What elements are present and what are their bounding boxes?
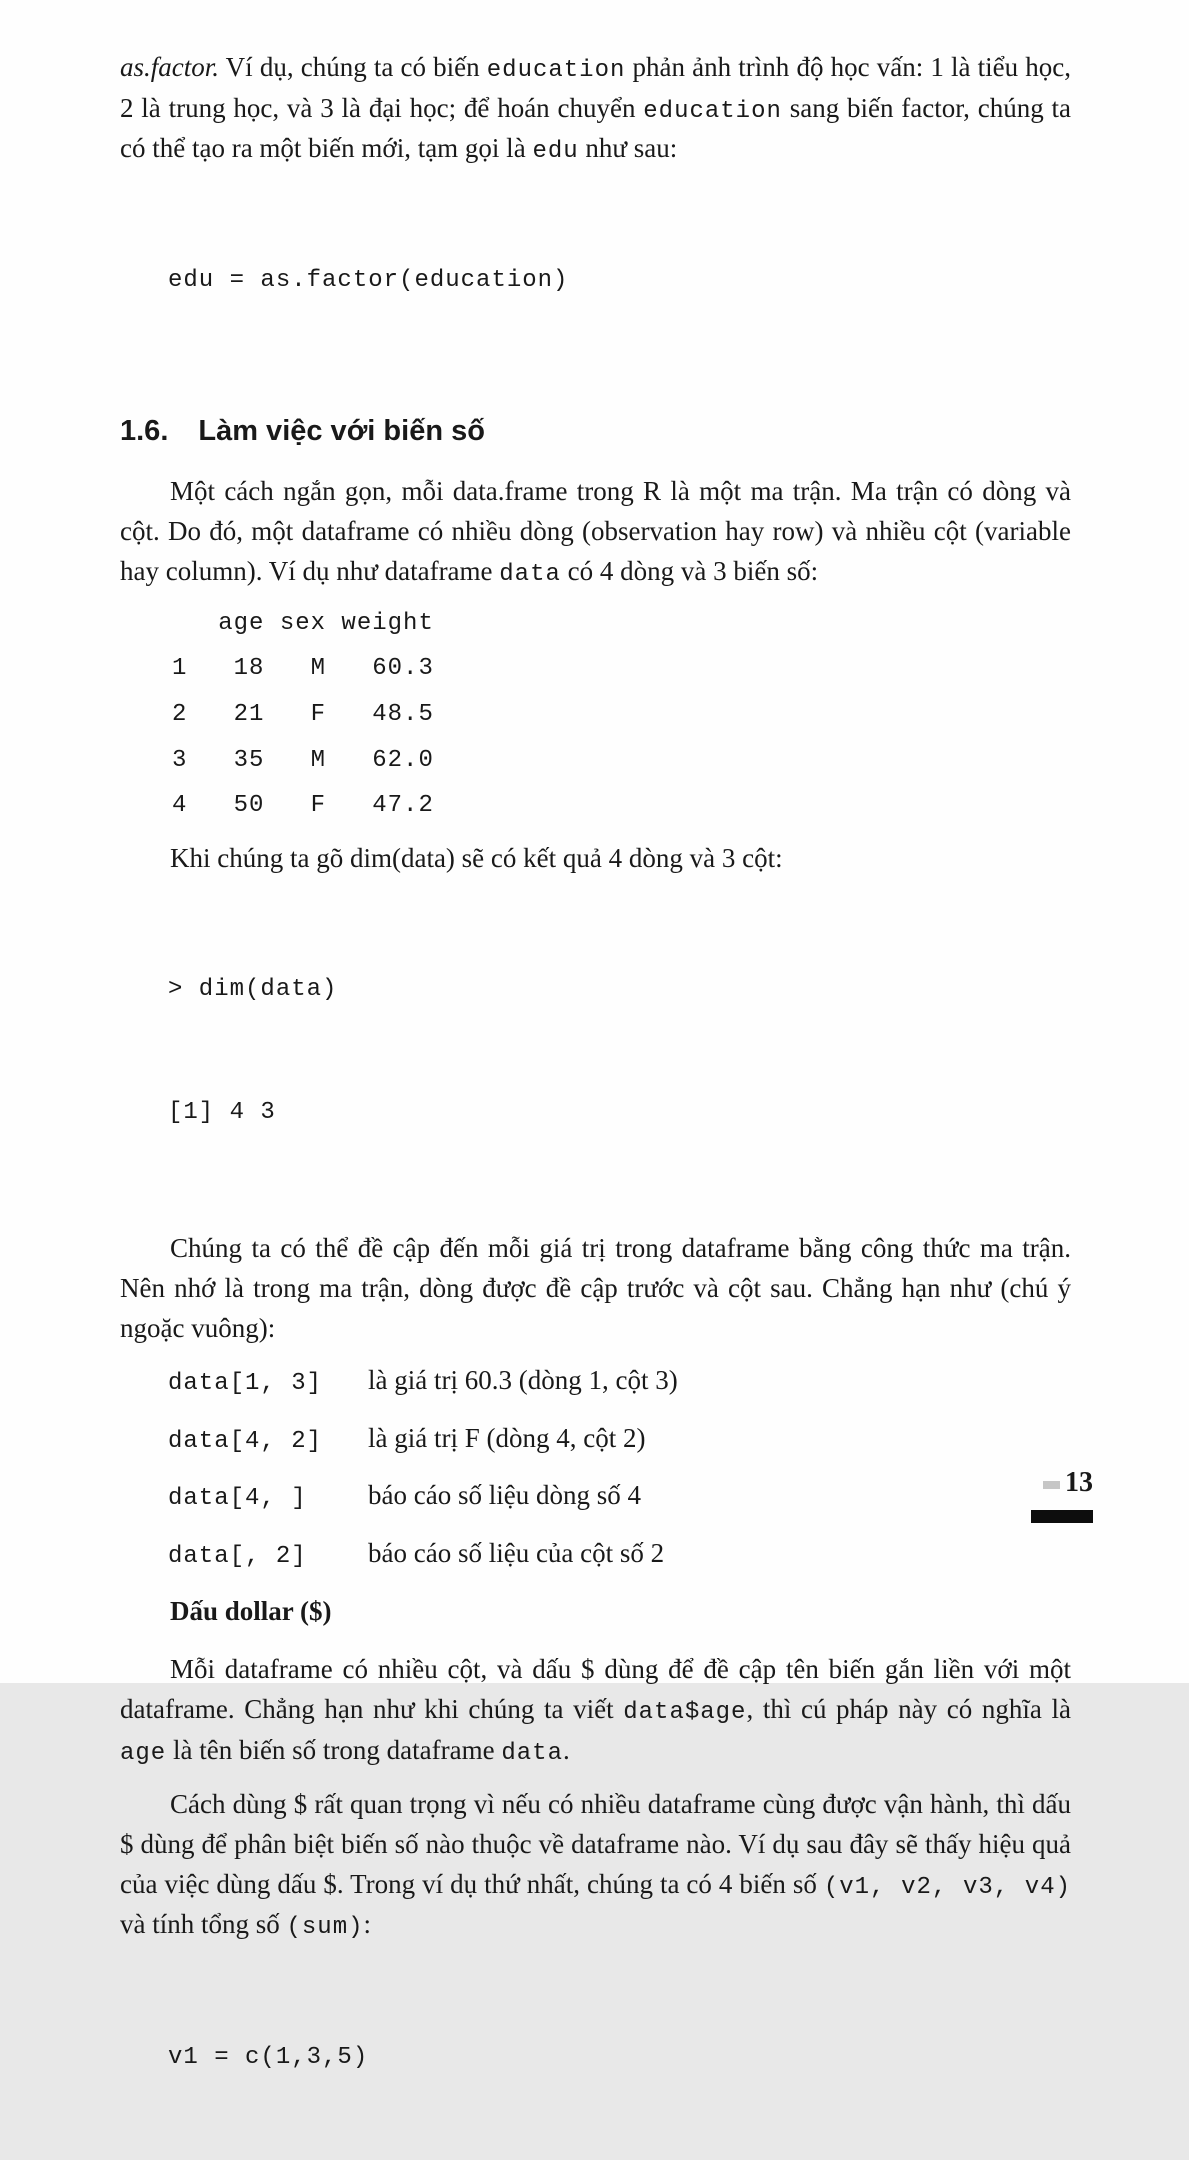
example-description: báo cáo số liệu của cột số 2 (368, 1537, 665, 1568)
code-line: v1 = c(1,3,5) (168, 2043, 369, 2071)
section-title: Làm việc với biến số (198, 414, 485, 447)
table-row: 2 21 F 48.5 (172, 701, 434, 729)
footer-bar (1031, 1510, 1093, 1523)
example-code: data[4, ] (168, 1485, 307, 1513)
table-row: 1 18 M 60.3 (172, 655, 434, 683)
paragraph-matrix-formula: Chúng ta có thể đề cập đến mỗi giá trị trong dataframe bằng công thức ma trận. Nên nhớ là trong ma trận, dòng được đề cập trước và cột sau. Chẳng hạn như (chú ý ngoặc vuông): (120, 1233, 1071, 1344)
matrix-example-row (168, 1361, 1071, 1402)
example-code: data[, 2] (168, 1542, 307, 1570)
paragraph-dataframe-intro: Một cách ngắn gọn, mỗi data.frame trong R là một ma trận. Ma trận có dòng và cột. Do đó, một dataframe có nhiều dòng (observation hay row) và nhiều cột (variable hay column). Ví dụ như dataframe data có 4 dòng và 3 biến số: (120, 476, 1071, 589)
code-line: [1] 4 3 (168, 1098, 276, 1126)
table-row: 4 50 F 47.2 (172, 792, 434, 820)
matrix-example-row (168, 1534, 1071, 1575)
code-line: edu = as.factor(education) (168, 267, 569, 295)
matrix-example-row (168, 1419, 1071, 1460)
paragraph-dollar-usage: Cách dùng $ rất quan trọng vì nếu có nhiều dataframe cùng được vận hành, thì dấu $ dùng để phân biệt biến số nào thuộc về dataframe nào. Ví dụ sau đây sẽ thấy hiệu quả của việc dùng dấu $. Trong ví dụ thứ nhất, chúng ta có 4 biến số (v1, v2, v3, v4) và tính tổng số (sum): (120, 1789, 1071, 1942)
code-line: > dim(data) (168, 976, 338, 1004)
example-description: báo cáo số liệu dòng số 4 (368, 1480, 641, 1511)
code-v1 (168, 1956, 1071, 2160)
example-code: data[4, 2] (168, 1427, 323, 1455)
paragraph-dollar-syntax: Mỗi dataframe có nhiều cột, và dấu $ dùng để đề cập tên biến gắn liền với một dataframe. Chẳng hạn như khi chúng ta viết data$age, thì cú pháp này có nghĩa là age là tên biến số trong dataframe data. (120, 1654, 1071, 1767)
code-edu-factor (168, 180, 1071, 384)
example-description: là giá trị 60.3 (dòng 1, cột 3) (368, 1365, 678, 1396)
section-heading (120, 410, 1071, 453)
table-row: 3 35 M 62.0 (172, 746, 434, 774)
matrix-example-row (168, 1476, 1071, 1517)
page-number: 13 (1065, 1467, 1093, 1498)
print-smudge (1043, 1481, 1060, 1489)
page-footer (1031, 1462, 1093, 1523)
paragraph-asfactor: as.factor. Ví dụ, chúng ta có biến education phản ảnh trình độ học vấn: 1 là tiểu học, 2 là trung học, và 3 là đại học; để hoán chuyển education sang biến factor, chúng ta có thể tạo ra một biến mới, tạm gọi là edu như sau: (120, 52, 1072, 166)
table-header: age sex weight (172, 609, 434, 637)
section-number: 1.6. (120, 414, 169, 447)
dollar-heading: Dấu dollar ($) (170, 1596, 332, 1627)
example-description: là giá trị F (dòng 4, cột 2) (368, 1422, 646, 1453)
matrix-example-list (168, 1361, 1071, 1574)
paragraph-dim: Khi chúng ta gõ dim(data) sẽ có kết quả 4 dòng và 3 cột: (170, 842, 783, 873)
data-table (172, 601, 1071, 829)
code-dim (168, 889, 1071, 1215)
example-code: data[1, 3] (168, 1370, 323, 1398)
